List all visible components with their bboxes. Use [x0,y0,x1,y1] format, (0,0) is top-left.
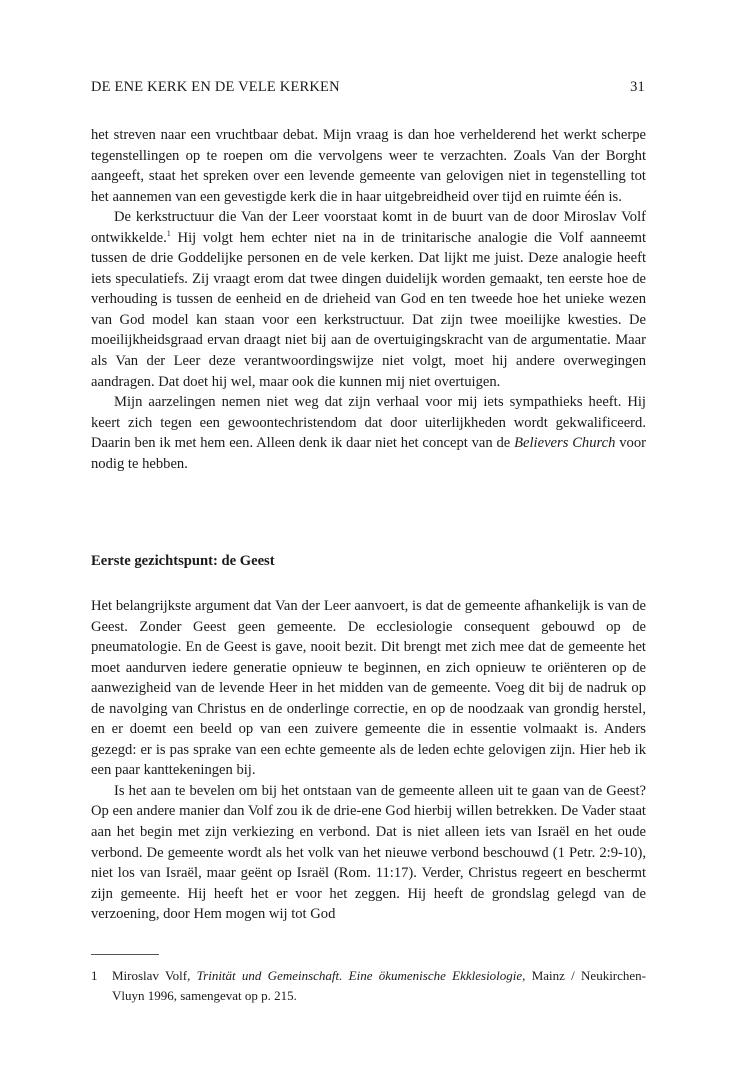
paragraph-3-part-2: voor nodig te hebben. [91,435,647,472]
paragraph-5: Is het aan te bevelen om bij het ontstaan van de gemeente alleen uit te gaan van de Geest? Op een andere manier dan Volf zou ik de drie-ene God hierbij willen betrekken. De Vader staat aan het begin met zijn verkiezing en verbond. Dat is niet alleen iets van Israël en het oude verbond. De gemeente wordt als het volk van het nieuwe verbond beschouwd (1 Petr. 2:9-10), niet los van Israël, maar geënt op Israël (Rom. 11:17). Verder, Christus regeert en beschermt zijn gemeente. Hij heeft het er voor het zeggen. Hij heeft de grondslag gelegd van de verzoening, door Hem mogen wij tot God [91,782,646,923]
paragraph-2-part-2: Hij volgt hem echter niet na in de trinitarische analogie die Volf aanneemt tussen de drie Goddelijke personen en de vele kerken. Dat lijkt me juist. Deze analogie heeft iets speculatiefs. Zij vraagt erom dat twee dingen duidelijk worden gemaakt, ten eerste hoe de verhouding is tussen de eenheid en de drieheid van God en ten tweede hoe het unieke wezen van God model kan staan voor een kerkstructuur. Dat zijn twee moeilijke kwesties. De moeilijkheidsgraad ervan draagt niet bij aan de overtuigingskracht van de argumentatie. Maar als Van der Leer deze verantwoordingswijze niet volgt, moet hij andere overwegingen aandragen. Dat doet hij wel, maar ook die kunnen mij niet overtuigen. [91,229,646,390]
paragraph-3-italic: Believers Church [514,435,616,452]
paragraph-2 [91,207,646,392]
footnote-rest: Mainz / Neukirchen-Vluyn 1996, samengevat op p. 215. [112,968,647,1003]
footnote-author: Miroslav Volf, [112,968,197,983]
paragraph-1: het streven naar een vruchtbaar debat. Mijn vraag is dan hoe verhelderend het werkt scherpe tegenstellingen op te roepen om die vervolgens weer te verzachten. Zoals Van der Borght aangeeft, staat het spreken over een levende gemeente van gelovigen niet in tegenstelling tot het aannemen van een gevestigde kerk die in haar uitgebreidheid over tijd en ruimte één is. [91,127,646,205]
running-header [91,79,645,96]
page-number: 31 [630,79,645,95]
footnote [91,966,646,1006]
running-title: DE ENE KERK EN DE VELE KERKEN [91,79,340,95]
paragraph-4: Het belangrijkste argument dat Van der Leer aanvoert, is dat de gemeente afhankelijk is van de Geest. Zonder Geest geen gemeente. De ecclesiologie consequent gebouwd op de pneumatologie. En de Geest is gave, nooit bezit. Dit brengt met zich mee dat de gemeente het moet aandurven iedere generatie opnieuw te beginnen, en zich opnieuw te oriënteren op de aanwezigheid van de levende Heer in het midden van de gemeente. Voeg dit bij de nadruk op de navolging van Christus en de onderlinge correctie, en op de noodzaak van grondig herstel, en er doemt een beeld op van een zuivere gemeente die in essentie volmaakt is. Anders gezegd: er is pas sprake van een echte gemeente als de leden echte gelovigen zijn. Hier heb ik een paar kanttekeningen bij. [91,598,646,779]
footnote-rule [91,954,159,955]
paragraph-3-part-1: Mijn aarzelingen nemen niet weg dat zijn verhaal voor mij iets sympathieks heeft. Hij keert zich tegen een gewoontechristendom dat door uiterlijkheden wordt gekwalificeerd. Daarin ben ik met hem een. Alleen denk ik daar niet het concept van de [91,394,646,452]
footnote-title: Trinität und Gemeinschaft. Eine ökumenische Ekklesiologie, [196,968,526,983]
paragraph-3 [91,392,646,474]
footnote-reference: 1 [166,228,171,238]
body-text-bottom [91,596,646,925]
paragraph-2-part-1: De kerkstructuur die Van der Leer voorstaat komt in de buurt van de door Miroslav Volf ontwikkelde. [91,209,646,246]
footnote-number: 1 [91,968,98,983]
body-text-top [91,125,646,474]
footnote-text [112,966,646,1006]
section-heading: Eerste gezichtspunt: de Geest [91,553,275,569]
